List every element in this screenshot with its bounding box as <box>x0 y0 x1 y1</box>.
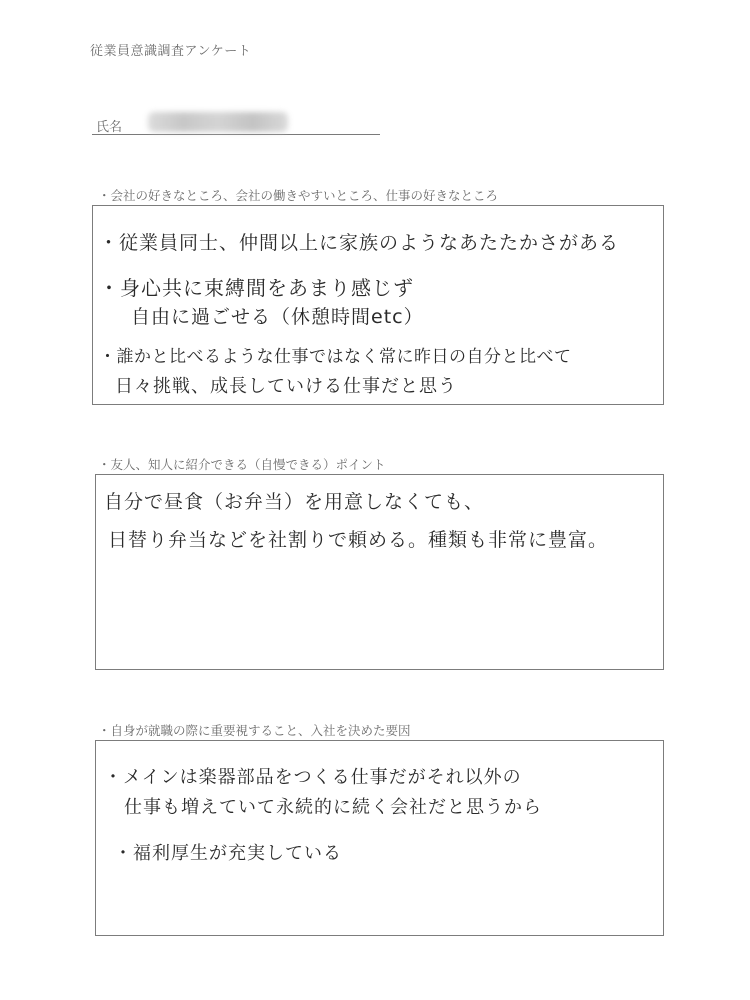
answer-1-line-4: ・誰かと比べるような仕事ではなく常に昨日の自分と比べて <box>99 347 572 367</box>
answer-2-line-2: 日替り弁当などを社割りで頼める。種類も非常に豊富。 <box>108 529 609 551</box>
answer-3-line-1: ・メインは楽器部品をつくる仕事だがそれ以外の <box>104 767 522 788</box>
answer-1-line-3: 自由に過ごせる（休憩時間etc） <box>131 306 424 328</box>
answer-box-3 <box>95 740 664 936</box>
question-2-label: ・友人、知人に紹介できる（自慢できる）ポイント <box>98 457 386 472</box>
name-field <box>92 112 380 135</box>
answer-box-2 <box>95 474 664 670</box>
answer-3-line-3: ・福利厚生が充実している <box>114 843 342 864</box>
answer-1-line-2: ・身心共に束縛間をあまり感じず <box>99 276 414 300</box>
answer-3-line-2: 仕事も増えていて永続的に続く会社だと思うから <box>124 797 542 818</box>
form-title: 従業員意識調査アンケート <box>90 44 252 59</box>
question-3-label: ・自身が就職の際に重要視すること、入社を決めた要因 <box>98 723 411 738</box>
answer-1-line-5: 日々挑戦、成長していける仕事だと思う <box>115 376 457 397</box>
question-1-label: ・会社の好きなところ、会社の働きやすいところ、仕事の好きなところ <box>98 188 499 203</box>
answer-2-line-1: 自分で昼食（お弁当）を用意しなくても、 <box>104 491 485 513</box>
answer-box-1 <box>92 205 664 405</box>
name-label: 氏名 <box>96 120 123 135</box>
answer-1-line-1: ・従業員同士、仲間以上に家族のようなあたたかさがある <box>99 232 620 254</box>
redacted-name <box>148 112 288 132</box>
